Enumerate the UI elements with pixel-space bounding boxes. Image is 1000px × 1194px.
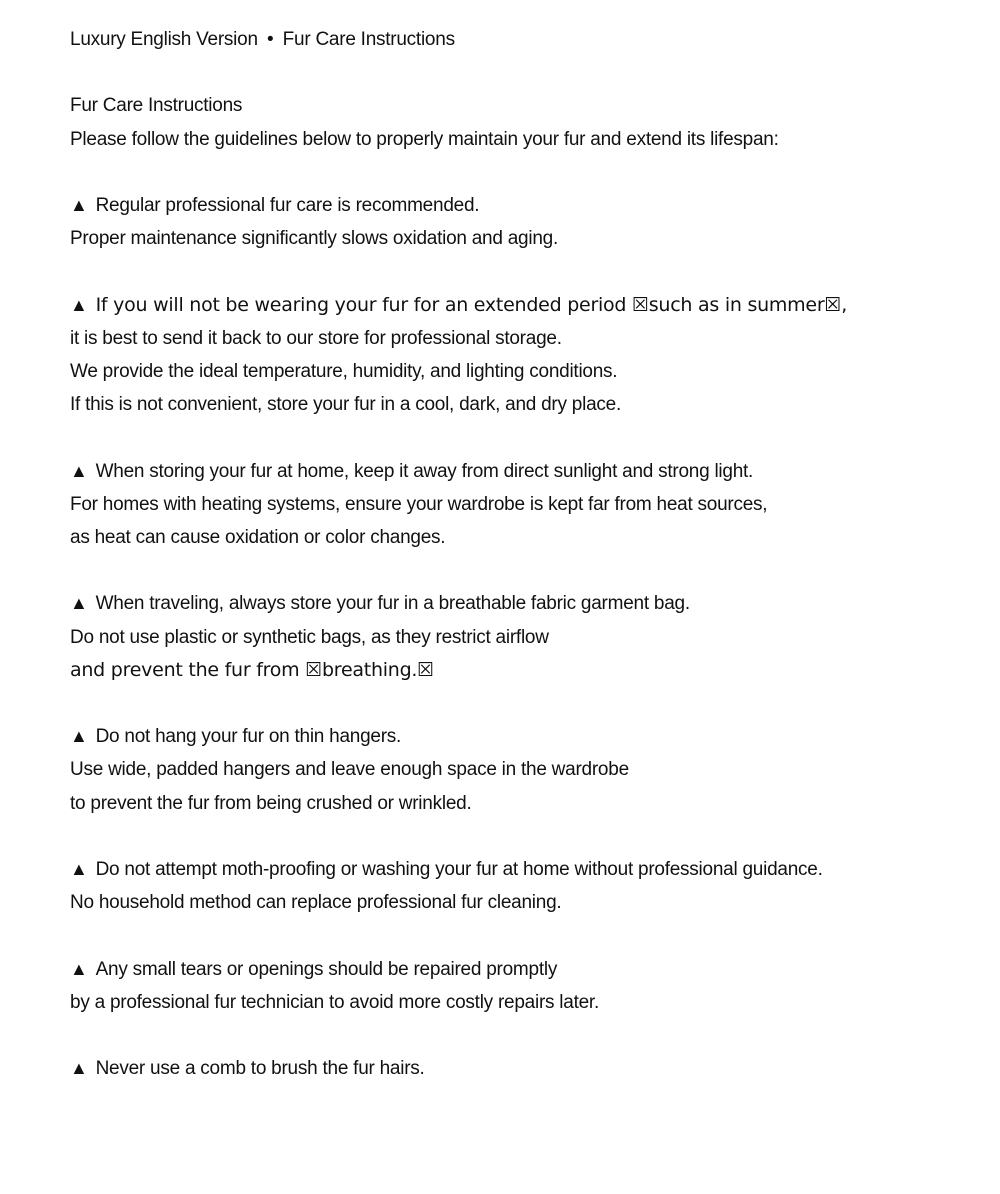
section-lead-text: Regular professional fur care is recommended. [95, 194, 480, 216]
care-section-moth-proofing [70, 853, 960, 919]
section-line: For homes with heating systems, ensure your wardrobe is kept far from heat sources, [70, 493, 768, 515]
care-section-traveling [70, 587, 960, 687]
section-line: If this is not convenient, store your fur in a cool, dark, and dry place. [70, 394, 621, 416]
care-section-regular-care [70, 189, 960, 255]
section-line: it is best to send it back to our store for professional storage. [70, 327, 562, 349]
header-line: Luxury English Version • Fur Care Instructions [70, 29, 455, 50]
triangle-bullet-icon: ▲ [70, 194, 88, 215]
section-lead [70, 720, 960, 753]
care-section-repairs [70, 953, 960, 1019]
section-lead [70, 455, 960, 488]
triangle-bullet-icon: ▲ [70, 958, 88, 979]
care-section-extended-period [70, 289, 960, 422]
care-section-hangers [70, 720, 960, 820]
section-lead-text: Do not attempt moth-proofing or washing your fur at home without professional guidance. [95, 858, 823, 880]
section-line: We provide the ideal temperature, humidity, and lighting conditions. [70, 360, 618, 382]
triangle-bullet-icon: ▲ [70, 593, 88, 614]
section-lead [70, 289, 960, 322]
section-lead [70, 587, 960, 620]
care-section-comb [70, 1052, 960, 1085]
section-lead-text: Never use a comb to brush the fur hairs. [95, 1058, 425, 1080]
triangle-bullet-icon: ▲ [70, 1058, 88, 1079]
section-line: by a professional fur technician to avoid more costly repairs later. [70, 991, 599, 1013]
section-line: Proper maintenance significantly slows oxidation and aging. [70, 228, 558, 250]
section-line: and prevent the fur from ☒breathing.☒ [70, 658, 434, 681]
section-lead-text: Do not hang your fur on thin hangers. [95, 726, 402, 748]
intro-block [70, 89, 960, 155]
triangle-bullet-icon: ▲ [70, 726, 88, 747]
section-line: No household method can replace professional fur cleaning. [70, 892, 562, 914]
section-line: to prevent the fur from being crushed or wrinkled. [70, 792, 472, 814]
section-line: Use wide, padded hangers and leave enough space in the wardrobe [70, 759, 629, 781]
section-lead-text: When traveling, always store your fur in a breathable fabric garment bag. [95, 593, 690, 615]
triangle-bullet-icon: ▲ [70, 858, 88, 879]
page-title: Fur Care Instructions [70, 95, 243, 117]
section-lead-text: Any small tears or openings should be repaired promptly [95, 958, 558, 980]
section-lead [70, 189, 960, 222]
section-lead-text: If you will not be wearing your fur for an extended period ☒such as in summer☒, [95, 293, 847, 316]
triangle-bullet-icon: ▲ [70, 294, 88, 315]
section-lead-text: When storing your fur at home, keep it away from direct sunlight and strong light. [95, 460, 754, 482]
section-line: as heat can cause oxidation or color changes. [70, 526, 446, 548]
section-line: Do not use plastic or synthetic bags, as they restrict airflow [70, 626, 549, 648]
section-lead [70, 853, 960, 886]
intro-line: Please follow the guidelines below to properly maintain your fur and extend its lifespan: [70, 128, 779, 150]
section-lead [70, 953, 960, 986]
triangle-bullet-icon: ▲ [70, 460, 88, 481]
section-lead [70, 1052, 960, 1085]
care-section-home-storage [70, 455, 960, 555]
